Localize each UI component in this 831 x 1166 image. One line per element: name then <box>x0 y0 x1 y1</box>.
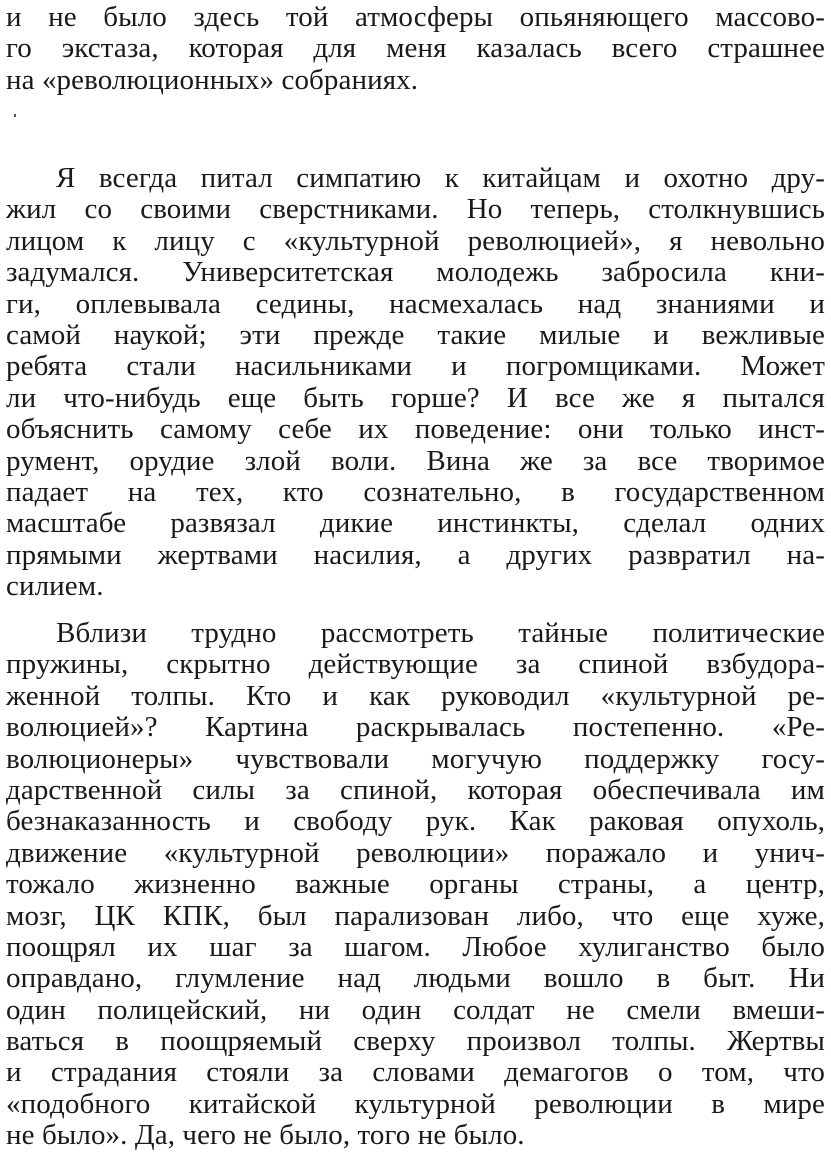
text-line: прямыми жертвами насилия, а других развратил на- <box>6 538 825 571</box>
text-line: ваться в поощряемый сверху произвол толпы. Жертвы <box>6 1025 825 1058</box>
text-line: и не было здесь той атмосферы опьяняющего массово- <box>6 1 825 33</box>
text-line: объяснить самому себе их поведение: они только инст- <box>6 413 825 446</box>
text-line: Я всегда питал симпатию к китайцам и охотно дру- <box>56 162 825 194</box>
text-line: поощрял их шаг за шагом. Любое хулиганство было <box>6 930 825 963</box>
text-line: лицом к лицу с «культурной революцией», я невольно <box>6 224 825 257</box>
text-line: волюцией»? Картина раскрывалась постепенно. «Ре- <box>6 711 825 744</box>
text-line: пружины, скрытно действующие за спиной взбудора- <box>6 648 825 681</box>
paragraph-1 <box>6 2 825 96</box>
text-line: Вблизи трудно рассмотреть тайные политические <box>56 617 825 649</box>
text-line: ги, оплевывала седины, насмехалась над знаниями и <box>6 287 825 320</box>
text-line: жил со своими сверстниками. Но теперь, столкнувшись <box>6 193 825 226</box>
text-line: «подобного китайской культурной революции в мире <box>6 1087 825 1120</box>
text-line: самой наукой; эти прежде такие милые и вежливые <box>6 318 825 351</box>
text-line: задумался. Университетская молодежь забросила кни- <box>6 256 825 289</box>
text-line: мозг, ЦК КПК, был парализован либо, что еще хуже, <box>6 899 825 932</box>
text-line: движение «культурной революции» поражало и унич- <box>6 836 825 869</box>
text-line: волюционеры» чувствовали могучую поддержку госу- <box>6 742 825 775</box>
text-line: оправдано, глумление над людьми вошло в быт. Ни <box>6 962 825 995</box>
paragraph-3 <box>6 618 825 1152</box>
text-line: на «революционных» собраниях. <box>6 63 419 96</box>
text-line: румент, орудие злой воли. Вина же за все творимое <box>6 444 825 477</box>
text-line: силием. <box>6 570 104 603</box>
text-line: дарственной силы за спиной, которая обеспечивала им <box>6 773 825 806</box>
text-line: ли что-нибудь еще быть горше? И все же я пытался <box>6 381 825 414</box>
text-line: масштабе развязал дикие инстинкты, сделал одних <box>6 507 825 540</box>
text-line: и страдания стояли за словами демагогов о том, что <box>6 1056 825 1089</box>
text-line: тожало жизненно важные органы страны, а центр, <box>6 868 825 901</box>
text-line: женной толпы. Кто и как руководил «культурной ре- <box>6 679 825 712</box>
text-line: ребята стали насильниками и погромщиками. Может <box>6 350 825 383</box>
paragraph-2 <box>6 163 825 602</box>
text-line: го экстаза, которая для меня казалась всего страшнее <box>6 32 825 65</box>
print-speck <box>14 114 16 117</box>
text-line: один полицейский, ни один солдат не смели вмеши- <box>6 993 825 1026</box>
text-line: не было». Да, чего не было, того не было. <box>6 1119 525 1152</box>
text-line: падает на тех, кто сознательно, в государственном <box>6 475 825 508</box>
text-line: безнаказанность и свободу рук. Как раковая опухоль, <box>6 805 825 838</box>
